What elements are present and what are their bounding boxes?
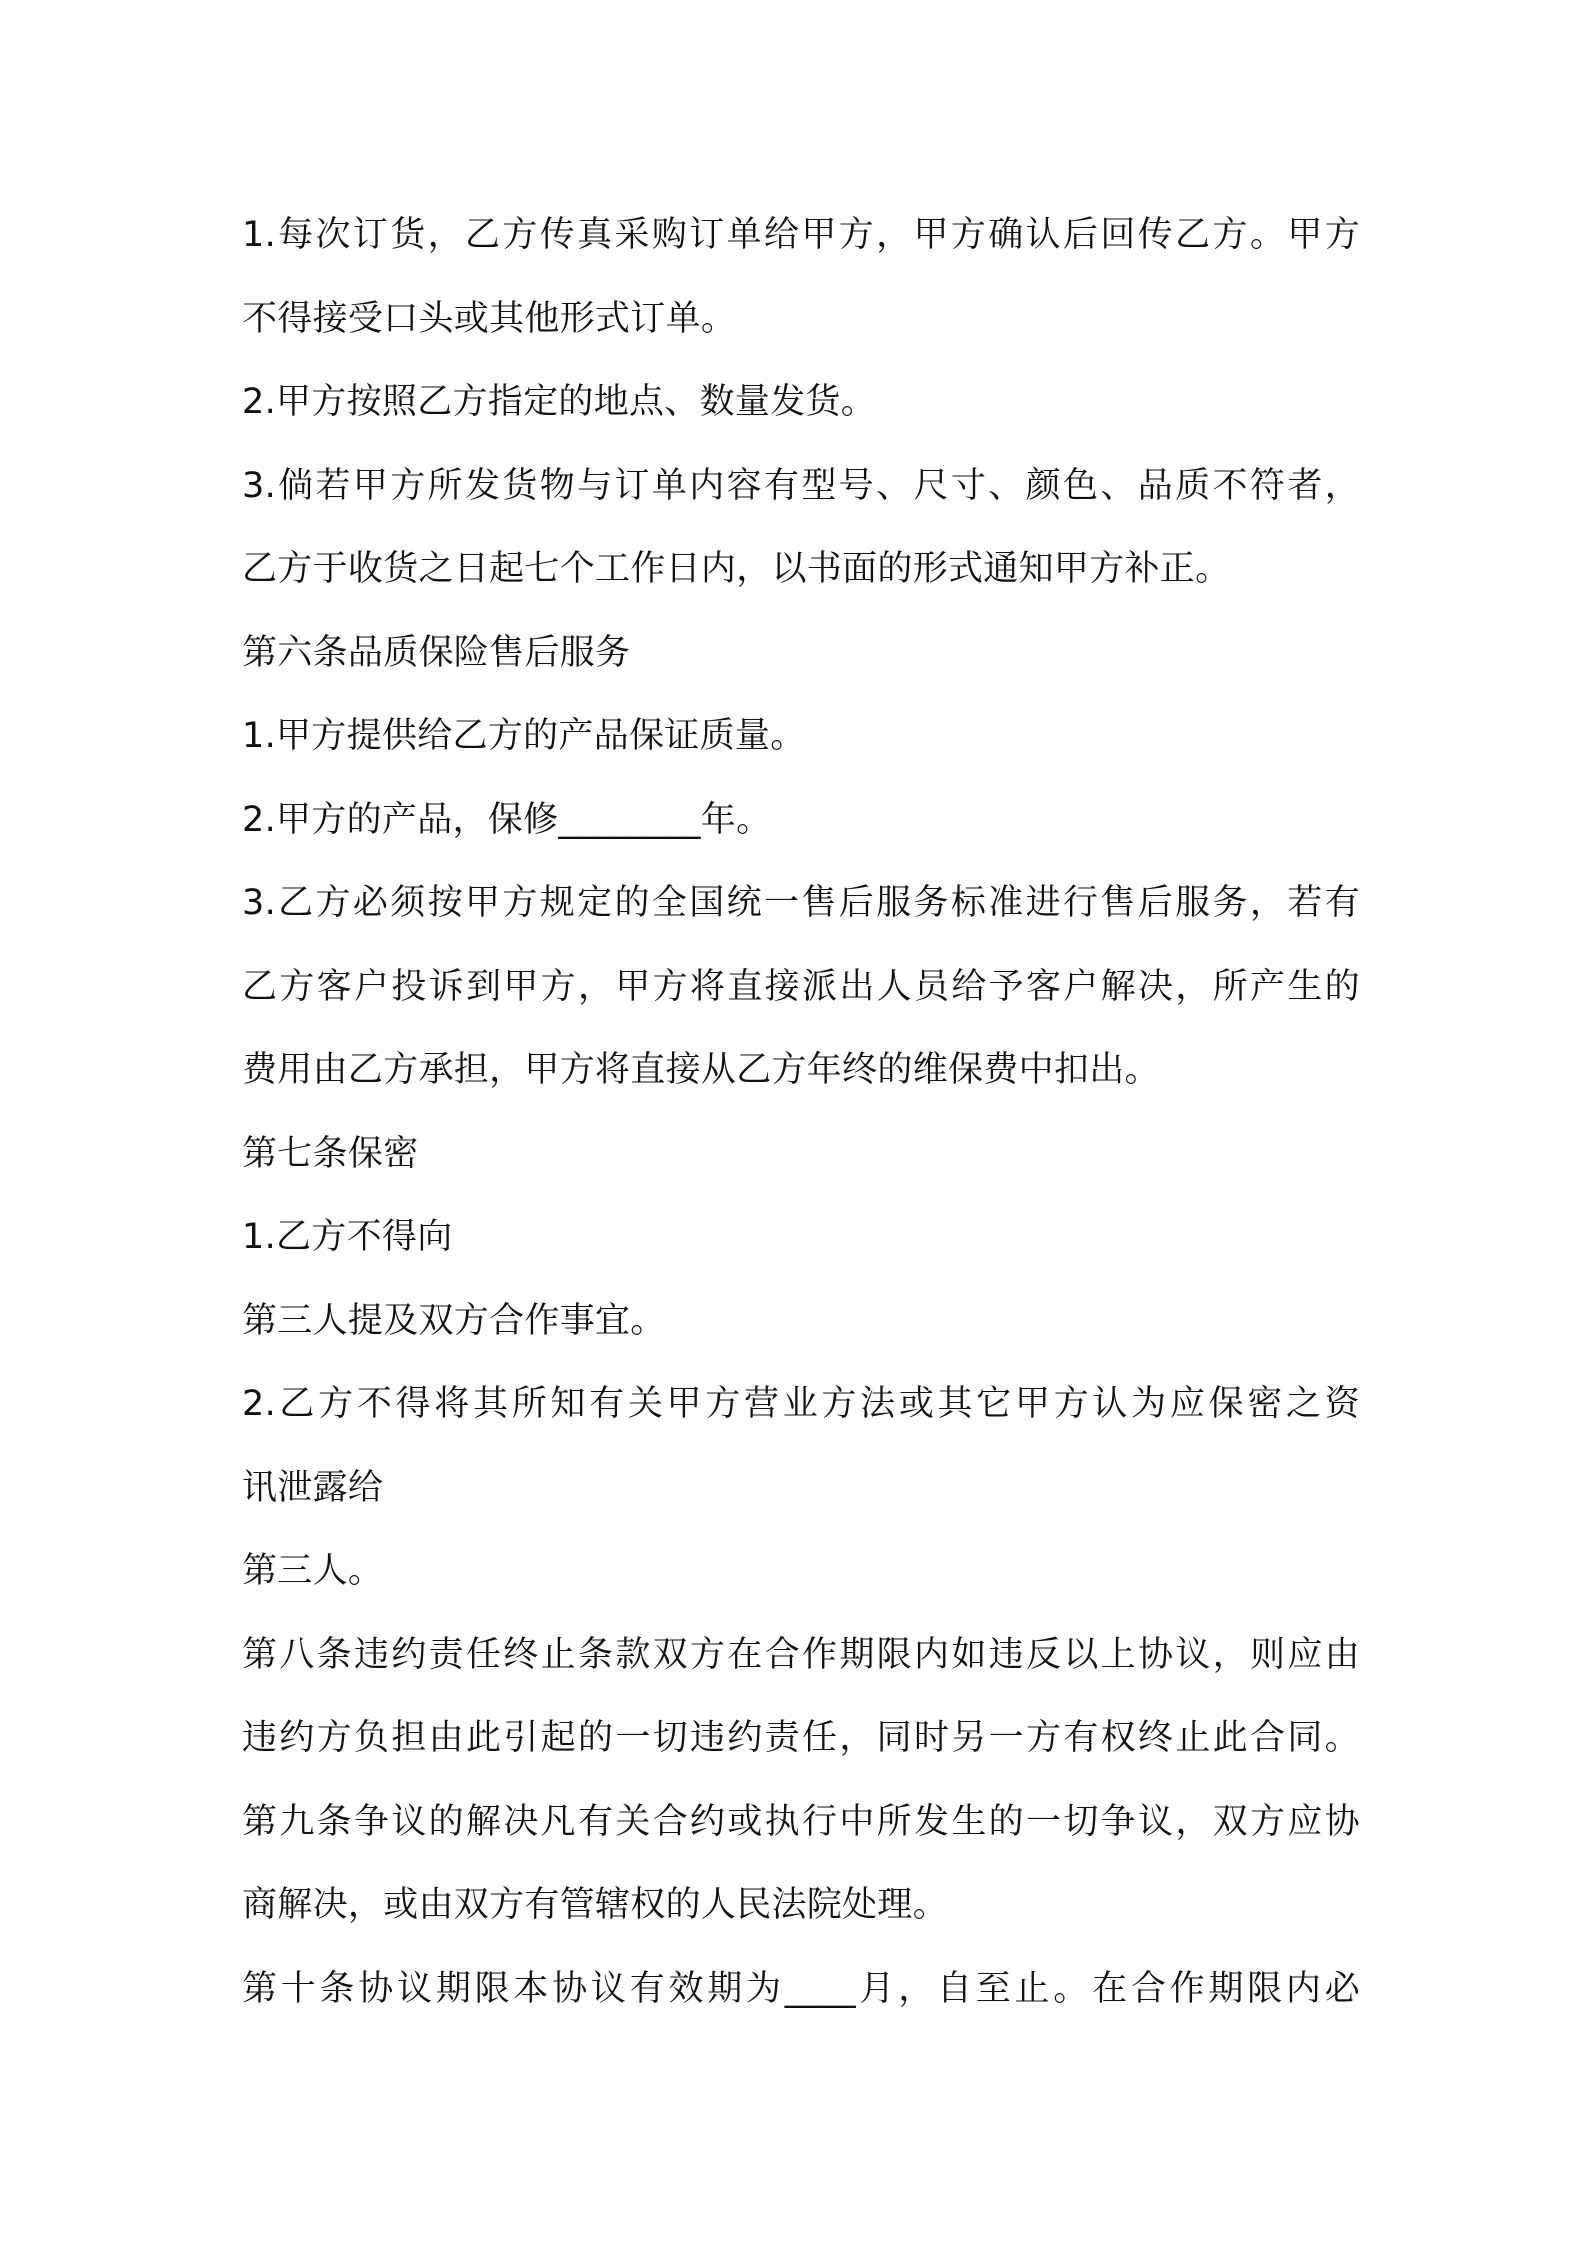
clause-line: 违约方负担由此引起的一切违约责任，同时另一方有权终止此合同。: [242, 1718, 1360, 1758]
clause-line: 1.每次订货，乙方传真采购订单给甲方，甲方确认后回传乙方。甲方: [242, 215, 1360, 255]
clause-line: 2.甲方按照乙方指定的地点、数量发货。: [242, 382, 877, 422]
clause-line: 讯泄露给: [242, 1467, 384, 1508]
clause-line: 第三人提及双方合作事宜。: [242, 1300, 666, 1341]
section-heading: 第六条品质保险售后服务: [242, 632, 631, 673]
clause-line: 2.甲方的产品，保修________年。: [242, 799, 772, 840]
clause-line: 3.倘若甲方所发货物与订单内容有型号、尺寸、颜色、品质不符者，: [242, 465, 1360, 506]
section-heading: 第十条协议期限本协议有效期为____月，自至止。在合作期限内必: [242, 1968, 1360, 2009]
section-heading: 第八条违约责任终止条款双方在合作期限内如违反以上协议，则应由: [242, 1634, 1360, 1675]
clause-line: 2.乙方不得将其所知有关甲方营业方法或其它甲方认为应保密之资: [242, 1384, 1360, 1424]
clause-line: 不得接受口头或其他形式订单。: [242, 298, 737, 339]
clause-line: 乙方于收货之日起七个工作日内，以书面的形式通知甲方补正。: [242, 549, 1231, 589]
section-heading: 第九条争议的解决凡有关合约或执行中所发生的一切争议，双方应协: [242, 1801, 1360, 1842]
clause-line: 乙方客户投诉到甲方，甲方将直接派出人员给予客户解决，所产生的: [242, 966, 1360, 1007]
clause-line: 3.乙方必须按甲方规定的全国统一售后服务标准进行售后服务，若有: [242, 883, 1360, 923]
section-heading: 第七条保密: [242, 1133, 419, 1174]
clause-line: 商解决，或由双方有管辖权的人民法院处理。: [242, 1885, 949, 1925]
clause-line: 费用由乙方承担，甲方将直接从乙方年终的维保费中扣出。: [242, 1050, 1160, 1090]
clause-line: 1.乙方不得向: [242, 1217, 453, 1257]
document-body: [242, 194, 1360, 2031]
clause-line: 1.甲方提供给乙方的产品保证质量。: [242, 716, 806, 756]
clause-line: 第三人。: [242, 1551, 384, 1591]
